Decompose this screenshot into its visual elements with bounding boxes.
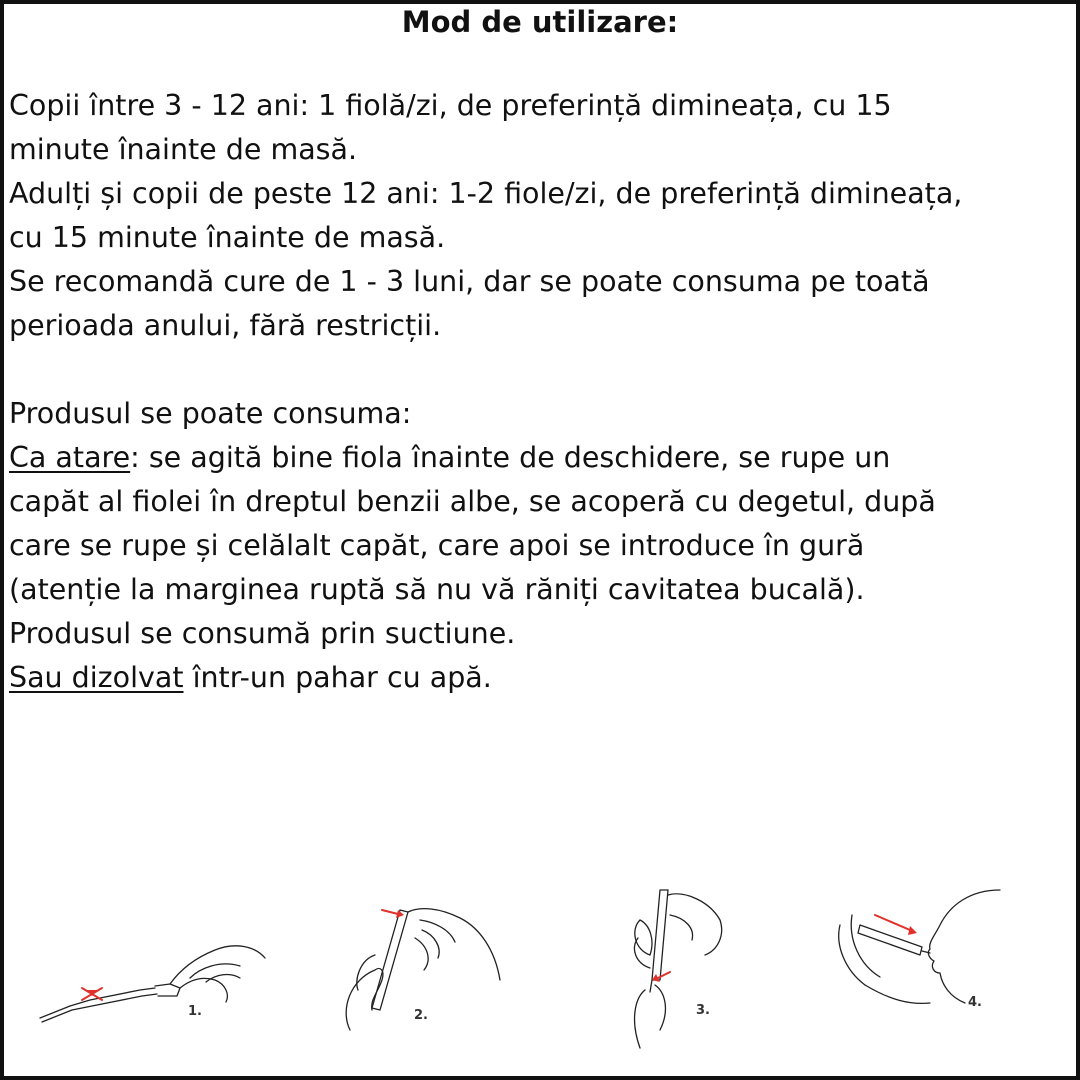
suction-line: Produsul se consumă prin suctiune.	[9, 617, 516, 650]
dosage-adults-line-1: Adulți și copii de peste 12 ani: 1-2 fiole/zi, de preferință dimineața,	[9, 177, 963, 210]
step-2-illustration	[320, 900, 520, 1040]
as-is-line	[9, 436, 1073, 480]
step-1-illustration	[30, 910, 270, 1040]
as-is-line-4: (atenție la marginea ruptă să nu vă răniți cavitatea bucală).	[9, 573, 865, 606]
step-2-number: 2.	[414, 1008, 428, 1023]
step-4-illustration	[830, 885, 1020, 1045]
usage-illustrations	[0, 860, 1080, 1060]
dissolved-label: Sau dizolvat	[9, 661, 184, 694]
cure-line-1: Se recomandă cure de 1 - 3 luni, dar se poate consuma pe toată	[9, 265, 930, 298]
ampoule-break-tip-icon	[30, 910, 270, 1040]
break-second-end-icon	[600, 880, 770, 1055]
dissolved-text: într-un pahar cu apă.	[183, 661, 492, 694]
as-is-label: Ca atare	[9, 441, 131, 474]
step-4-number: 4.	[968, 995, 982, 1010]
drink-from-ampoule-icon	[830, 885, 1020, 1045]
as-is-line-3: care se rupe și celălalt capăt, care apoi se introduce în gură	[9, 529, 865, 562]
step-3-number: 3.	[696, 1003, 710, 1018]
dosage-children-line-1: Copii între 3 - 12 ani: 1 fiolă/zi, de preferință dimineața, cu 15	[9, 89, 892, 122]
instructions-text	[9, 84, 1073, 700]
step-1-number: 1.	[188, 1004, 202, 1019]
cure-line-2: perioada anului, fără restricții.	[9, 309, 442, 342]
dosage-children-line-2: minute înainte de masă.	[9, 133, 358, 166]
step-3-illustration	[600, 880, 770, 1055]
as-is-text: : se agită bine fiola înainte de deschidere, se rupe un	[130, 441, 891, 474]
dosage-adults-line-2: cu 15 minute înainte de masă.	[9, 221, 446, 254]
dissolved-line	[9, 656, 1073, 700]
consumption-heading: Produsul se poate consuma:	[9, 397, 412, 430]
page-title: Mod de utilizare:	[401, 5, 679, 39]
as-is-line-2: capăt al fiolei în dreptul benzii albe, se acoperă cu degetul, după	[9, 485, 936, 518]
